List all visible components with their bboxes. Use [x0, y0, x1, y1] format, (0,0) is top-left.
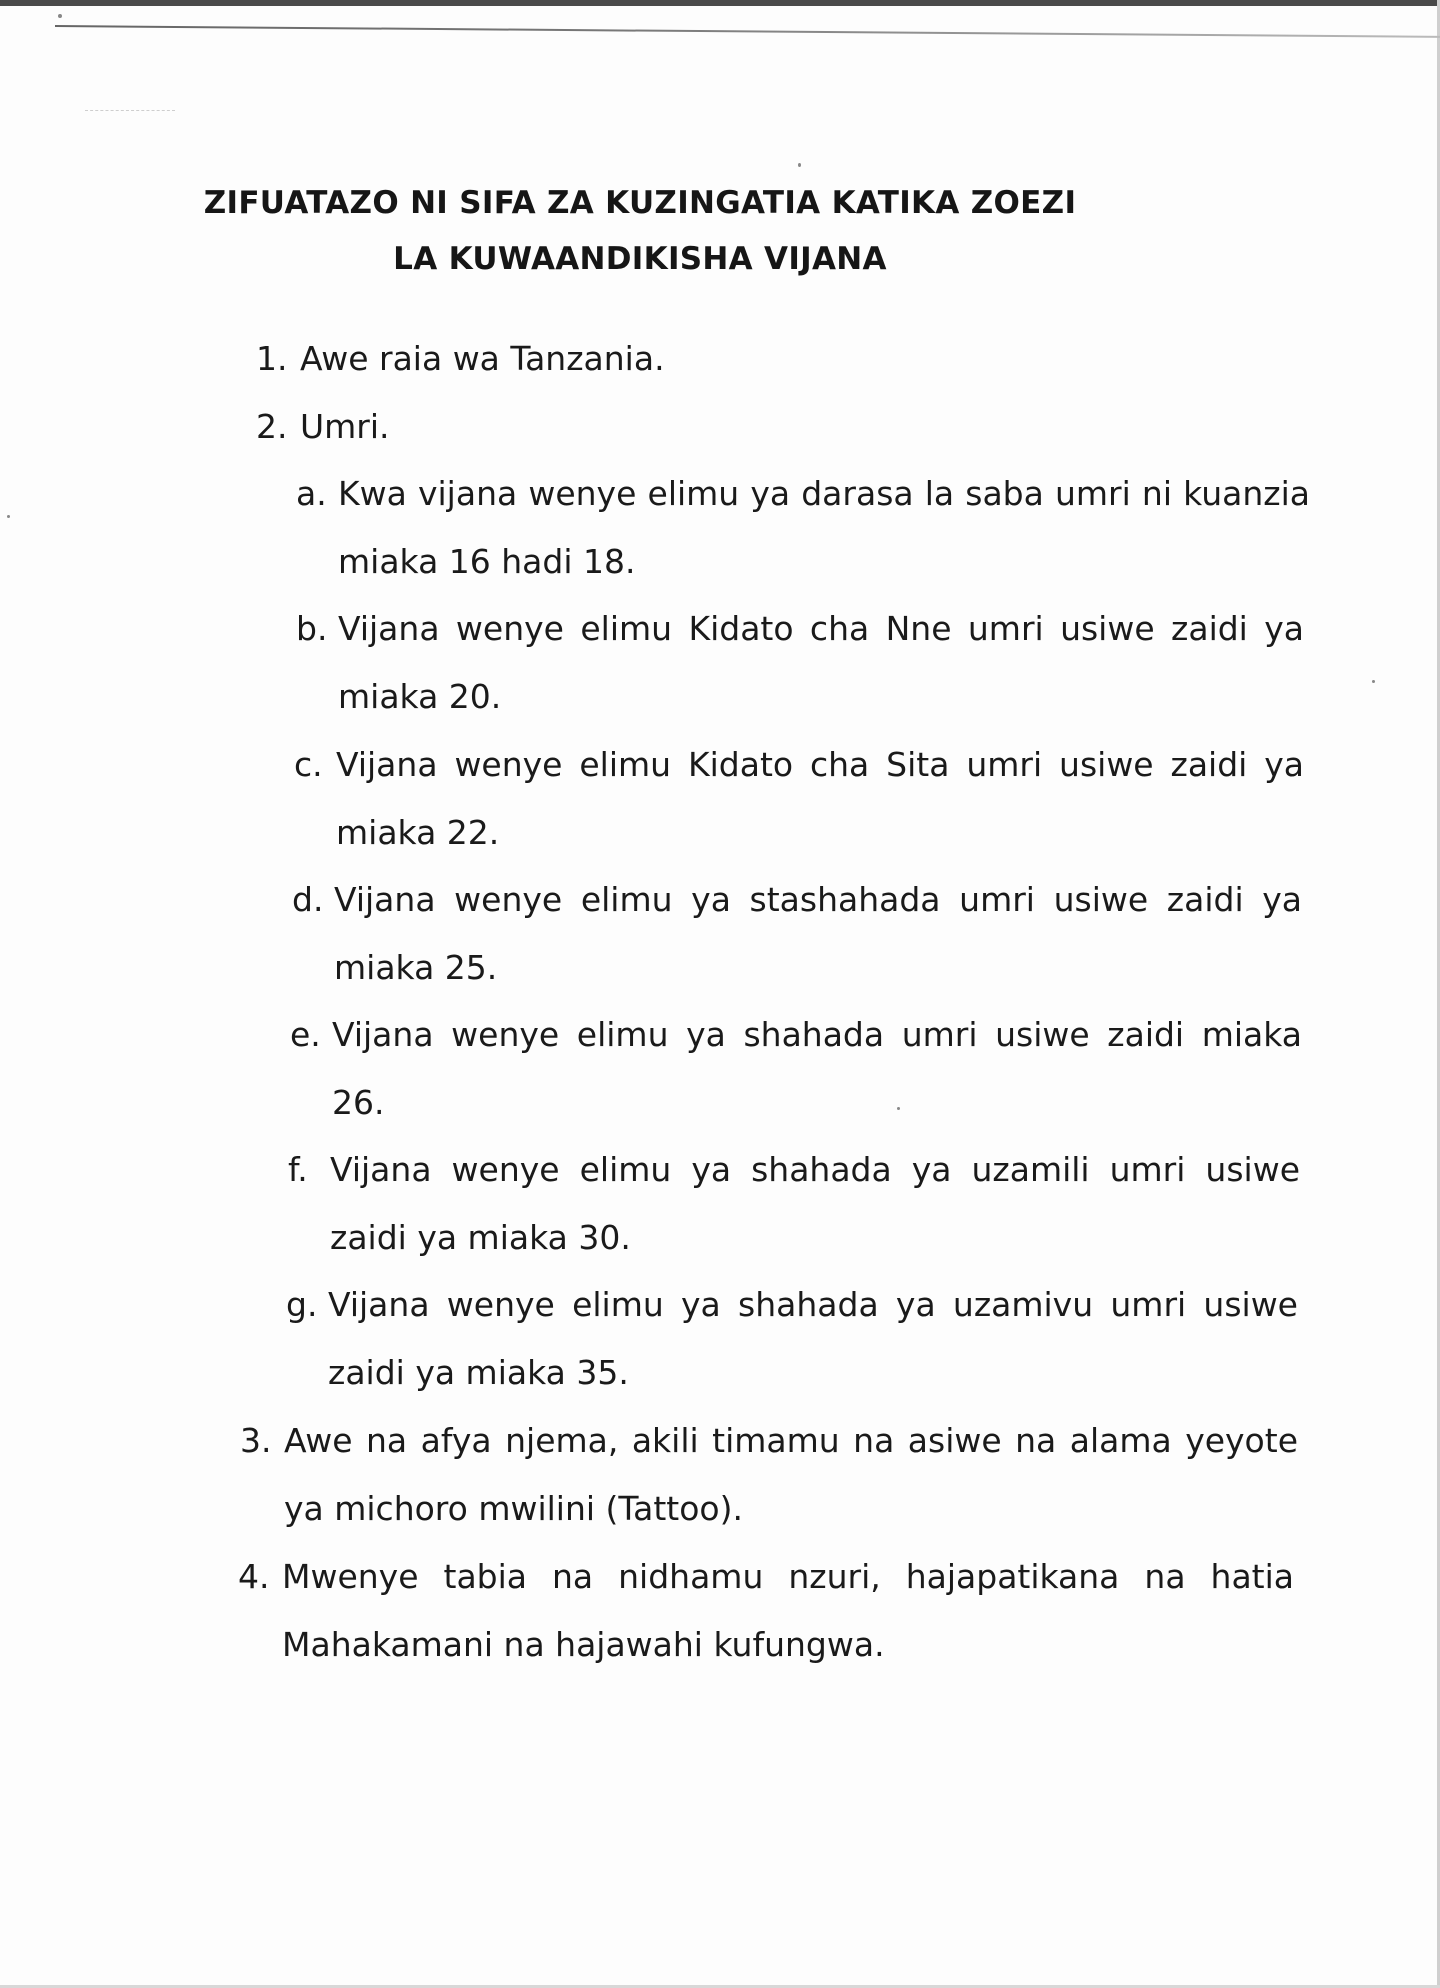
item-text: Vijana wenye elimu ya stashahada umri usiwe zaidi ya miaka 25.	[334, 880, 1302, 987]
sub-list-item	[294, 731, 1304, 867]
list-item	[238, 1543, 1294, 1679]
item-number: 2.	[256, 407, 288, 446]
item-letter: g.	[286, 1285, 318, 1324]
sub-list-item	[288, 1136, 1300, 1272]
item-text: Kwa vijana wenye elimu ya darasa la saba umri ni kuanzia miaka 16 hadi 18.	[338, 474, 1310, 581]
document-title: ZIFUATAZO NI SIFA ZA KUZINGATIA KATIKA ZOEZI LA KUWAANDIKISHA VIJANA	[203, 185, 1077, 277]
item-text: Vijana wenye elimu Kidato cha Nne umri usiwe zaidi ya miaka 20.	[338, 609, 1304, 716]
sub-list-item	[296, 460, 1310, 596]
item-text: Vijana wenye elimu Kidato cha Sita umri usiwe zaidi ya miaka 22.	[336, 745, 1304, 852]
item-text: Awe na afya njema, akili timamu na asiwe na alama yeyote ya michoro mwilini (Tattoo).	[284, 1421, 1298, 1528]
item-number: 4.	[238, 1557, 270, 1596]
item-letter: c.	[294, 745, 323, 784]
item-text: Umri.	[300, 407, 390, 446]
item-number: 1.	[256, 339, 288, 378]
item-text: Vijana wenye elimu ya shahada umri usiwe zaidi miaka 26.	[332, 1015, 1302, 1122]
list-item	[240, 1407, 1298, 1543]
item-text: Mwenye tabia na nidhamu nzuri, hajapatikana na hatia Mahakamani na hajawahi kufungwa.	[282, 1557, 1294, 1664]
item-letter: f.	[288, 1150, 308, 1189]
item-text: Vijana wenye elimu ya shahada ya uzamivu umri usiwe zaidi ya miaka 35.	[328, 1285, 1298, 1392]
item-letter: b.	[296, 609, 328, 648]
sub-list-item	[286, 1271, 1298, 1407]
item-letter: a.	[296, 474, 327, 513]
sub-list-item	[296, 595, 1304, 731]
list-item	[256, 325, 1306, 393]
sub-list-item	[292, 866, 1302, 1002]
item-number: 3.	[240, 1421, 272, 1460]
item-text: Awe raia wa Tanzania.	[300, 339, 665, 378]
item-text: Vijana wenye elimu ya shahada ya uzamili umri usiwe zaidi ya miaka 30.	[330, 1150, 1300, 1257]
item-letter: d.	[292, 880, 324, 919]
sub-list-item	[290, 1001, 1302, 1137]
item-letter: e.	[290, 1015, 321, 1054]
list-item	[256, 393, 1306, 461]
